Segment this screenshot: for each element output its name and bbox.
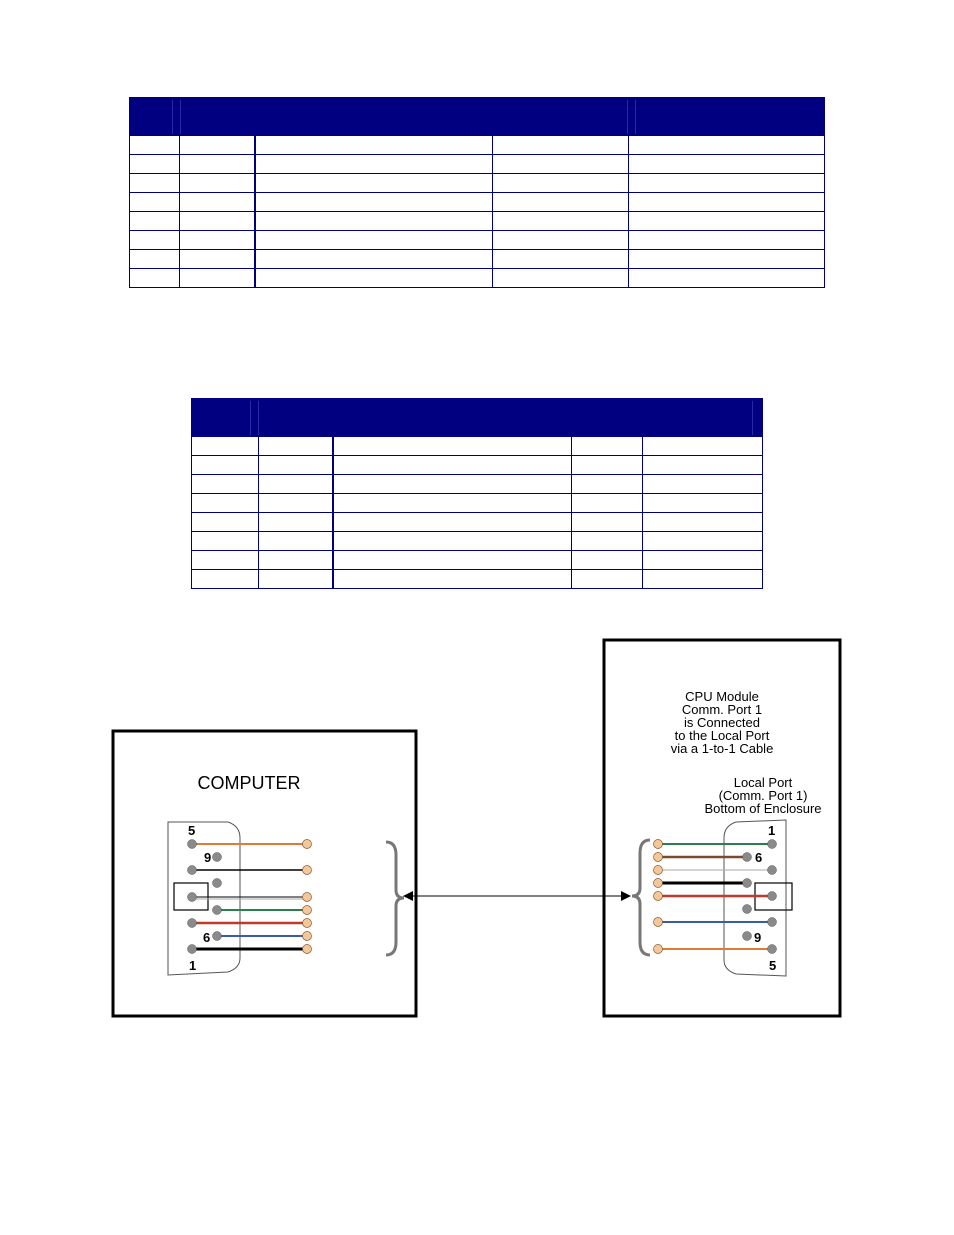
local-port-note-line-2: (Comm. Port 1) (718, 788, 808, 803)
left-pin-label-1: 1 (189, 958, 197, 973)
local-port-note-line-1: Local Port (733, 775, 793, 790)
right-brace (632, 840, 650, 955)
right-pin-label-9: 9 (754, 930, 762, 945)
cpu-note-line-1: CPU Module (685, 689, 759, 704)
left-pin-label-9: 9 (204, 850, 212, 865)
left-terminals (303, 840, 312, 954)
right-terminals (654, 840, 663, 954)
cpu-note-line-4: to the Local Port (674, 728, 770, 743)
right-pin-label-5: 5 (769, 958, 777, 973)
cpu-note-line-2: Comm. Port 1 (681, 702, 763, 717)
cpu-note-line-5: via a 1-to-1 Cable (670, 741, 774, 756)
computer-label: COMPUTER (197, 773, 301, 793)
left-pin-label-6: 6 (203, 930, 211, 945)
arrow-head-left (403, 891, 413, 901)
right-pin-label-6: 6 (755, 850, 763, 865)
local-port-note-line-3: Bottom of Enclosure (704, 801, 822, 816)
cpu-note-line-3: is Connected (684, 715, 760, 730)
left-brace (386, 842, 404, 955)
left-pin-label-5: 5 (188, 823, 196, 838)
arrow-head-right (621, 891, 631, 901)
right-pin-label-1: 1 (768, 823, 776, 838)
